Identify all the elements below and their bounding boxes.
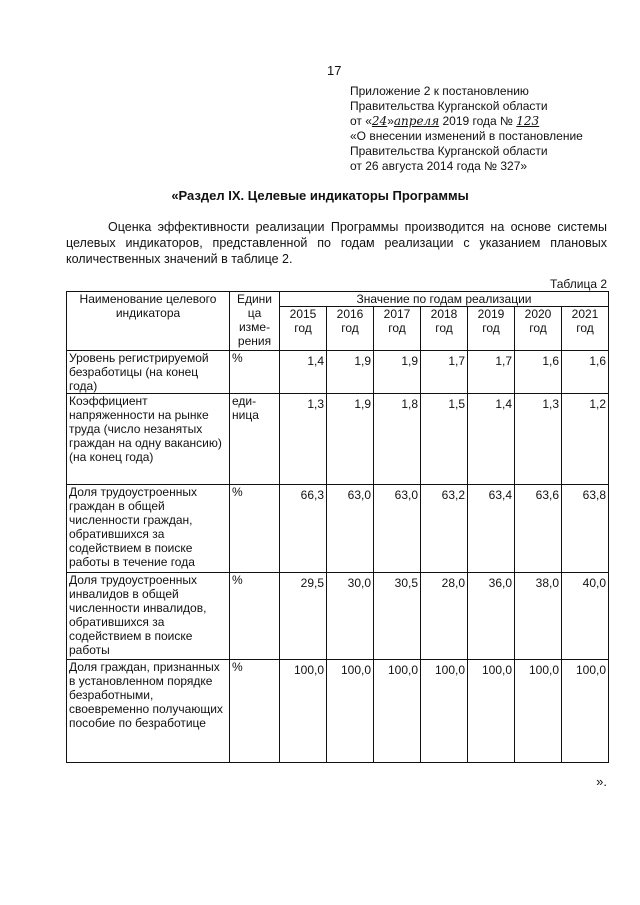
appendix-line-2: Правительства Курганской области: [350, 99, 548, 113]
section-title: «Раздел IX. Целевые индикаторы Программы: [171, 188, 469, 203]
row-value: 1,4: [280, 351, 327, 394]
row-value: 38,0: [515, 573, 562, 660]
row-value: 36,0: [468, 573, 515, 660]
header-year: 2015 год: [280, 307, 327, 351]
appendix-line-3: [350, 114, 583, 129]
row-value: 100,0: [421, 660, 468, 763]
row-value: 1,5: [421, 394, 468, 485]
row-value: 100,0: [280, 660, 327, 763]
table-row: [67, 485, 609, 573]
row-indicator-name: Доля граждан, признанных в установленном порядке безработными, своевременно получающих пособие по безработице: [67, 660, 230, 763]
row-value: 63,4: [468, 485, 515, 573]
header-year: 2020 год: [515, 307, 562, 351]
row-value: 1,6: [515, 351, 562, 394]
row-value: 1,4: [468, 394, 515, 485]
row-value: 1,7: [468, 351, 515, 394]
row-value: 63,6: [515, 485, 562, 573]
page-number: 17: [327, 63, 342, 78]
date-suffix: 2019 года №: [439, 114, 517, 128]
row-value: 63,0: [374, 485, 421, 573]
row-unit: %: [230, 351, 280, 394]
row-value: 1,2: [562, 394, 609, 485]
row-unit: еди- ница: [230, 394, 280, 485]
header-year: 2018 год: [421, 307, 468, 351]
appendix-line-1: Приложение 2 к постановлению: [350, 84, 529, 98]
row-value: 30,5: [374, 573, 421, 660]
row-value: 63,2: [421, 485, 468, 573]
row-value: 1,8: [374, 394, 421, 485]
row-unit: %: [230, 660, 280, 763]
row-value: 1,9: [327, 394, 374, 485]
header-indicator-name: Наименование целевого индикатора: [67, 292, 230, 351]
handwritten-day: 24: [371, 114, 388, 128]
row-value: 1,3: [280, 394, 327, 485]
row-value: 100,0: [327, 660, 374, 763]
row-value: 40,0: [562, 573, 609, 660]
row-value: 100,0: [468, 660, 515, 763]
row-indicator-name: Доля трудоустроенных граждан в общей численности граждан, обратившихся за содействием в поиске работы в течение года: [67, 485, 230, 573]
table-row: [67, 394, 609, 485]
indicators-table: [66, 291, 609, 763]
row-indicator-name: Уровень регистрируемой безработицы (на конец года): [67, 351, 230, 394]
header-values-by-year: Значение по годам реализации: [280, 292, 609, 307]
row-value: 1,7: [421, 351, 468, 394]
row-unit: %: [230, 573, 280, 660]
row-value: 30,0: [327, 573, 374, 660]
table-caption: Таблица 2: [549, 277, 607, 291]
header-year: 2017 год: [374, 307, 421, 351]
date-prefix: от «: [350, 114, 372, 128]
row-value: 1,3: [515, 394, 562, 485]
row-value: 1,6: [562, 351, 609, 394]
table-row: [67, 351, 609, 394]
handwritten-number: 123: [516, 114, 540, 128]
header-unit: Едини ца изме- рения: [230, 292, 280, 351]
row-value: 1,9: [374, 351, 421, 394]
date-quote: »: [387, 114, 394, 128]
row-value: 28,0: [421, 573, 468, 660]
row-value: 100,0: [562, 660, 609, 763]
row-value: 100,0: [515, 660, 562, 763]
row-value: 63,8: [562, 485, 609, 573]
closing-quote: ».: [596, 774, 607, 789]
row-value: 66,3: [280, 485, 327, 573]
row-indicator-name: Коэффициент напряженности на рынке труда (число незанятых граждан на одну вакансию) (на конец года): [67, 394, 230, 485]
header-year: 2016 год: [327, 307, 374, 351]
row-value: 1,9: [327, 351, 374, 394]
appendix-block: [350, 84, 583, 174]
row-value: 100,0: [374, 660, 421, 763]
appendix-line-4: «О внесении изменений в постановление: [350, 129, 583, 143]
row-unit: %: [230, 485, 280, 573]
appendix-line-5: Правительства Курганской области: [350, 144, 548, 158]
appendix-line-6: от 26 августа 2014 года № 327»: [350, 159, 528, 173]
intro-paragraph: Оценка эффективности реализации Программы производится на основе системы целевых индикаторов, представленной по годам реализации с указанием плановых количественных значений в таблице 2.: [66, 220, 607, 266]
row-indicator-name: Доля трудоустроенных инвалидов в общей численности инвалидов, обратившихся за содействием в поиске работы: [67, 573, 230, 660]
header-year: 2021 год: [562, 307, 609, 351]
table-row: [67, 660, 609, 763]
table-row: [67, 573, 609, 660]
handwritten-month: апреля: [393, 114, 440, 128]
header-year: 2019 год: [468, 307, 515, 351]
row-value: 63,0: [327, 485, 374, 573]
row-value: 29,5: [280, 573, 327, 660]
